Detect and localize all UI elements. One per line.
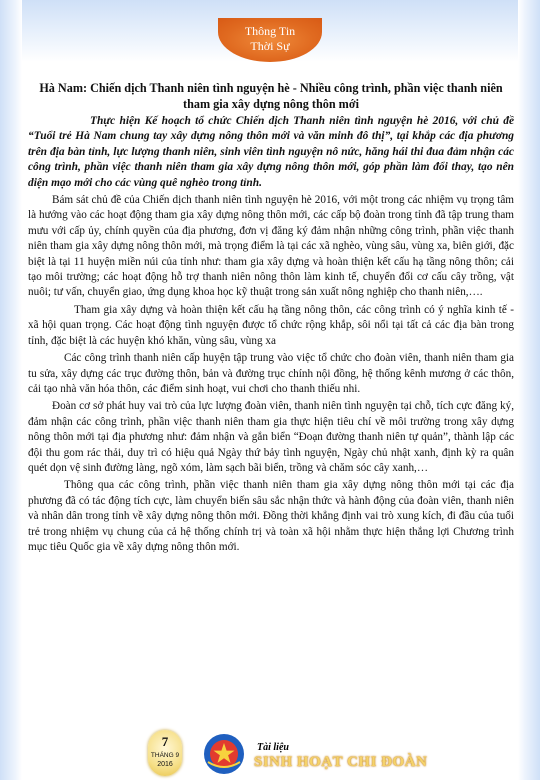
banner-line-2: Thời Sự — [250, 39, 290, 53]
page-frame-right — [518, 0, 540, 780]
article-paragraph-2: Tham gia xây dựng và hoàn thiện kết cấu hạ tầng nông thôn, các công trình có ý nghĩa kinh tế - xã hội quan trọng. Các hoạt động tình nguyện được tổ chức rộng khắp, sôi nổi tại tất cả các địa bàn trong tỉnh, đặc biệt là các huyện khó khăn, vùng sâu, vùng xa — [28, 303, 514, 347]
issue-month: THÁNG 9 — [150, 752, 180, 759]
issue-year: 2016 — [157, 761, 173, 768]
article-body — [28, 80, 514, 557]
youth-union-logo-icon — [202, 732, 246, 776]
publication-name: SINH HOẠT CHI ĐOÀN — [254, 754, 428, 770]
article-paragraph-3: Các công trình thanh niên cấp huyện tập trung vào việc tổ chức cho đoàn viên, thanh niên tham gia tu sửa, xây dựng các trục đường thôn, bản và đường trục chính nội đồng, hệ thống kênh mương ở các thôn, cải tạo nhà văn hóa thôn, các điểm sinh hoạt, vui chơi cho thanh thiếu nhi. — [28, 352, 514, 395]
article-paragraph-4: Đoàn cơ sở phát huy vai trò của lực lượng đoàn viên, thanh niên tình nguyện tại chỗ, tích cực đăng ký, đảm nhận các công trình, phần việc thanh niên tham gia thực hiện tiêu chí về môi trường trong xây dựng nông thôn mới tại địa phương như: đảm nhận và gắn biển “Đoạn đường thanh niên tự quản”, thành lập các đội thu gom rác thải, duy trì có hiệu quả Ngày thứ bảy tình nguyện, Ngày chủ nhật xanh, định kỳ ra quân quét dọn vệ sinh đường làng, ngõ xóm, làm sạch bãi biển, trồng và chăm sóc cây xanh,… — [28, 400, 514, 474]
article-title: Hà Nam: Chiến dịch Thanh niên tình nguyện hè - Nhiều công trình, phần việc thanh niên tham gia xây dựng nông thôn mới — [39, 81, 503, 111]
article-paragraph-1: Bám sát chủ đề của Chiến dịch thanh niên tình nguyện hè 2016, với một trong các nhiệm vụ trọng tâm là hướng vào các hoạt động tham gia xây dựng nông thôn mới, các cấp bộ đoàn trong tỉnh đã tập trung tham mưu với cấp ủy, chính quyền của địa phương, đơn vị đăng ký đảm nhận những công trình, phần việc thanh niên tham gia xây dựng nông thôn mới, mà trọng điểm là tại các xã nghèo, vùng sâu, vùng xa, biên giới, đặc biệt là tại 11 huyện miền núi của tỉnh như: tham gia xây dựng và hoàn thiện kết cấu hạ tầng nông thôn; cải tạo môi trường; các hoạt động hỗ trợ thanh niên nông thôn làm kinh tế, chuyển đổi cơ cấu cây trồng, vật nuôi; tư vấn, chuyển giao, ứng dụng khoa học kỹ thuật trong sản xuất nông nghiệp cho thanh niên,…. — [28, 194, 514, 299]
article-paragraph-5: Thông qua các công trình, phần việc thanh niên tham gia xây dựng nông thôn mới tại các địa phương đã có tác động tích cực, làm chuyển biến sâu sắc nhận thức và hành động của đoàn viên, thanh niên và nhân dân trong tỉnh về xây dựng nông thôn mới. Đồng thời khẳng định vai trò xung kích, đi đầu của tuổi trẻ trong nhiệm vụ chung của cả hệ thống chính trị và toàn xã hội nhằm thực hiện thắng lợi Chương trình mục tiêu Quốc gia về xây dựng nông thôn mới. — [28, 479, 514, 553]
page-number-badge — [148, 730, 182, 776]
page-footer — [0, 730, 540, 780]
article-lead: Thực hiện Kế hoạch tổ chức Chiến dịch Thanh niên tình nguyện hè 2016, với chủ đề “Tuổi trẻ Hà Nam chung tay xây dựng nông thôn mới và văn minh đô thị”, tại khắp các địa phương trên địa bàn tỉnh, lực lượng thanh niên, sinh viên tình nguyện nô nức, hăng hái thi đua đảm nhận các công trình, phần việc thanh niên tham gia xây dựng nông thôn mới, góp phần làm đổi thay, tạo nên diện mạo mới cho các vùng quê nghèo trong tỉnh. — [28, 115, 514, 189]
banner-line-1: Thông Tin — [244, 24, 296, 38]
page-number: 7 — [161, 734, 169, 749]
document-label: Tài liệu — [257, 742, 289, 753]
page-frame-left — [0, 0, 22, 780]
